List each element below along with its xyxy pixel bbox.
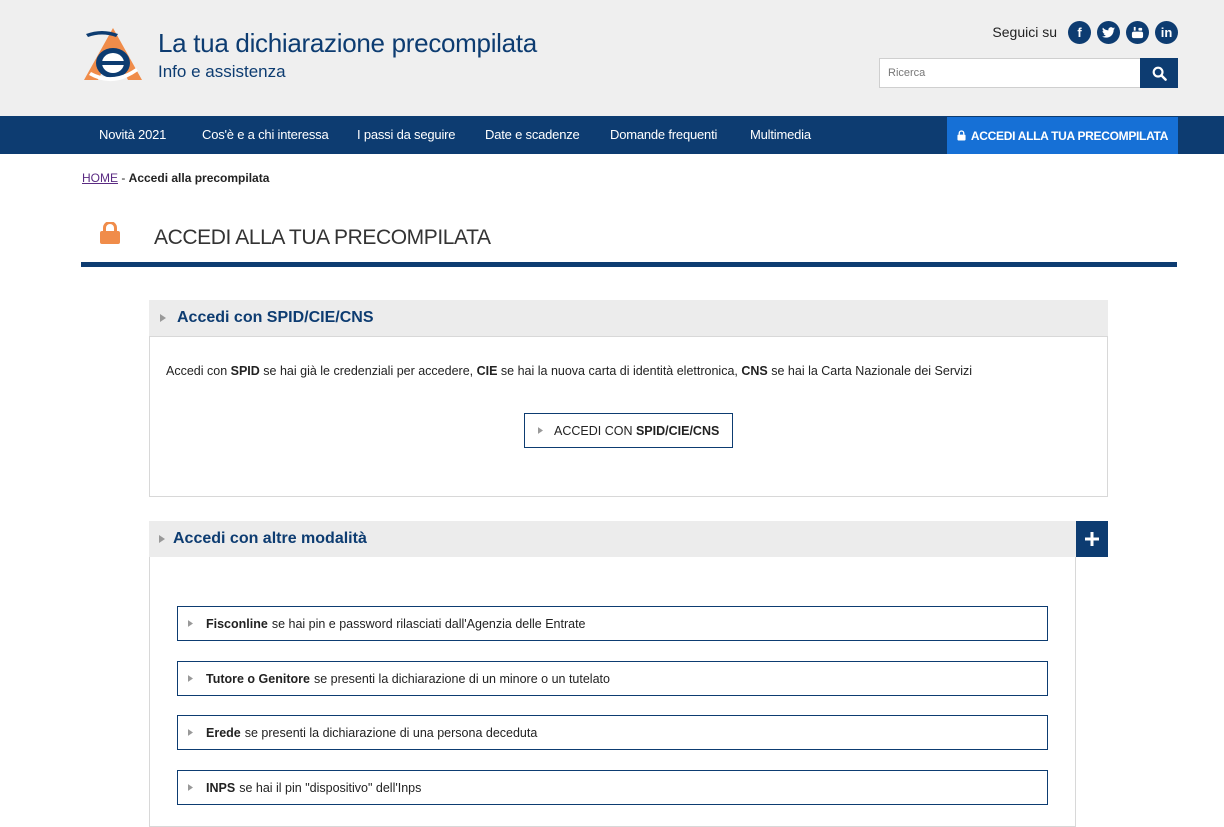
nav-item-cose[interactable]: Cos'è e a chi interessa — [202, 127, 329, 142]
nav-accedi-button[interactable] — [947, 117, 1178, 154]
caret-right-icon — [538, 427, 543, 434]
altre-modalita-title: Accedi con altre modalità — [173, 530, 367, 547]
option-tutore-genitore[interactable] — [177, 661, 1048, 696]
breadcrumb — [82, 171, 269, 185]
option-inps[interactable] — [177, 770, 1048, 805]
nav-item-faq[interactable]: Domande frequenti — [610, 127, 718, 142]
nav-item-passi[interactable]: I passi da seguire — [357, 127, 456, 142]
social-links — [992, 20, 1178, 44]
caret-right-icon — [160, 314, 166, 322]
caret-right-icon — [159, 535, 165, 543]
accedi-spid-button[interactable] — [524, 413, 733, 448]
search-bar — [879, 58, 1178, 88]
option-text: se hai il pin "dispositivo" dell'Inps — [239, 780, 422, 795]
site-header — [0, 0, 1224, 116]
accedi-spid-label: ACCEDI CON SPID/CIE/CNS — [554, 423, 720, 438]
option-name: Erede — [206, 725, 241, 740]
option-fisconline[interactable] — [177, 606, 1048, 641]
option-name: Tutore o Genitore — [206, 671, 310, 686]
search-button[interactable] — [1140, 58, 1178, 88]
lock-icon — [957, 130, 966, 141]
option-text: se presenti la dichiarazione di una persona deceduta — [244, 725, 538, 740]
breadcrumb-separator: - — [118, 171, 129, 185]
nav-item-novita[interactable]: Novità 2021 — [99, 127, 167, 142]
spid-accordion-header[interactable] — [149, 300, 1108, 336]
site-subtitle: Info e assistenza — [158, 62, 286, 81]
nav-item-date[interactable]: Date e scadenze — [485, 127, 580, 142]
facebook-icon[interactable]: f — [1068, 21, 1091, 44]
nav-item-multimedia[interactable]: Multimedia — [750, 127, 811, 142]
spid-description: Accedi con SPID se hai già le credenziali per accedere, CIE se hai la nuova carta di identità elettronica, CNS se hai la Carta Nazionale dei Servizi — [166, 364, 973, 378]
option-text: se hai pin e password rilasciati dall'Agenzia delle Entrate — [271, 616, 586, 631]
option-name: INPS — [206, 780, 236, 795]
option-text: se presenti la dichiarazione di un minore o un tutelato — [313, 671, 610, 686]
title-divider — [81, 262, 1177, 267]
option-name: Fisconline — [206, 616, 268, 631]
social-label: Seguici su — [992, 24, 1057, 40]
option-erede[interactable] — [177, 715, 1048, 750]
caret-right-icon — [188, 620, 193, 627]
page-title: ACCEDI ALLA TUA PRECOMPILATA — [154, 226, 491, 249]
caret-right-icon — [188, 675, 193, 682]
search-icon — [1152, 66, 1167, 81]
caret-right-icon — [188, 729, 193, 736]
site-title[interactable]: La tua dichiarazione precompilata — [158, 28, 537, 58]
altre-modalita-accordion-header[interactable] — [149, 521, 1076, 557]
linkedin-icon[interactable]: in — [1155, 21, 1178, 44]
caret-right-icon — [188, 784, 193, 791]
expand-toggle-button[interactable] — [1076, 521, 1108, 557]
breadcrumb-home-link[interactable]: HOME — [82, 171, 118, 185]
agenzia-entrate-logo[interactable] — [82, 26, 144, 82]
search-input[interactable] — [879, 58, 1140, 88]
nav-accedi-label: ACCEDI ALLA TUA PRECOMPILATA — [970, 128, 1169, 143]
breadcrumb-current: Accedi alla precompilata — [128, 171, 270, 185]
twitter-icon[interactable] — [1097, 21, 1120, 44]
lock-icon — [100, 222, 120, 244]
youtube-icon[interactable] — [1126, 21, 1149, 44]
spid-section-title: Accedi con SPID/CIE/CNS — [177, 309, 374, 326]
plus-icon — [1085, 532, 1099, 546]
